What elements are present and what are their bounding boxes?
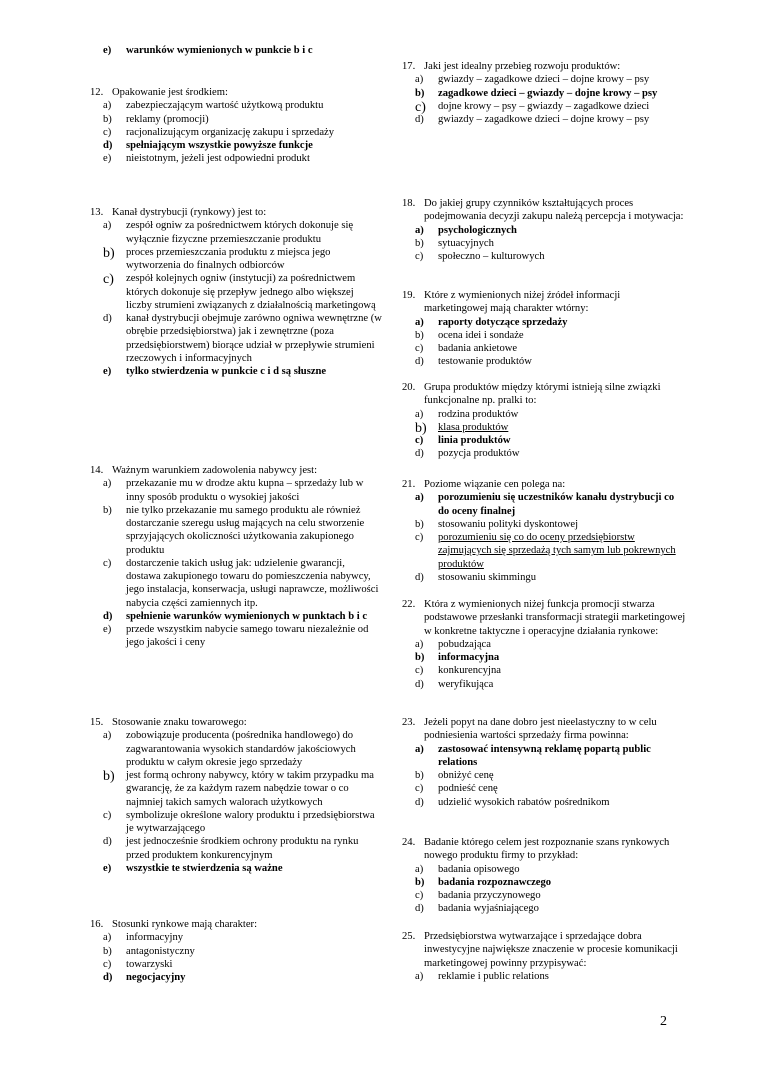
answer-options <box>402 224 686 264</box>
option-letter: b) <box>415 652 425 663</box>
answer-options <box>402 408 686 461</box>
option-letter: a) <box>103 220 112 232</box>
option-text: stosowaniu polityki dyskontowej <box>438 518 579 530</box>
option-text: tylko stwierdzenia w punkcie c i d są słuszne <box>126 366 327 377</box>
option-letter: e) <box>103 624 112 635</box>
option-letter: d) <box>415 903 424 915</box>
question-block <box>90 716 382 875</box>
option-text: zastosować intensywną reklamę popartą public relations <box>438 743 651 768</box>
question-block <box>90 464 382 650</box>
option-text: negocjacyjny <box>126 972 186 983</box>
question-text: Jeżeli popyt na dane dobro jest nieelastyczny to w celu podniesienia wartości sprzedaży firma powinna: <box>424 717 657 742</box>
answer-option <box>90 557 382 610</box>
answer-option <box>90 246 382 273</box>
answer-option <box>402 769 686 782</box>
answer-option <box>402 447 686 460</box>
question-text: Ważnym warunkiem zadowolenia nabywcy jest: <box>112 465 318 476</box>
option-letter: d) <box>103 313 112 324</box>
question-block <box>402 381 686 461</box>
question-number: 19. <box>402 290 416 301</box>
answer-option <box>402 782 686 795</box>
option-letter: d) <box>415 796 424 808</box>
option-letter: b) <box>103 245 115 261</box>
answer-option <box>402 571 686 584</box>
option-text: testowanie produktów <box>438 356 532 368</box>
option-text: zespół kolejnych ogniw (instytucji) za pośrednictwem których dokonuje się przepływ jednego albo większej liczby strumieni związanych z działalnością marketingową <box>126 273 376 311</box>
answer-option <box>402 531 686 571</box>
answer-option <box>402 876 686 889</box>
answer-option <box>90 971 382 984</box>
option-text: towarzyski <box>126 958 173 970</box>
answer-option <box>90 623 382 650</box>
answer-options <box>402 491 686 584</box>
question-number: 23. <box>402 717 416 728</box>
answer-option <box>90 113 382 126</box>
answer-option <box>402 408 686 421</box>
question-number: 25. <box>402 931 416 942</box>
answer-options <box>402 863 686 916</box>
answer-option <box>402 664 686 677</box>
answer-option <box>402 100 686 113</box>
option-text: reklamy (promocji) <box>126 113 209 125</box>
question-number: 21. <box>402 479 416 490</box>
answer-options <box>90 99 382 165</box>
option-letter: b) <box>103 504 112 516</box>
option-letter: e) <box>103 862 112 874</box>
option-text: klasa produktów <box>438 421 509 433</box>
option-text: badania rozpoznawczego <box>438 876 552 888</box>
question-block <box>402 598 686 691</box>
question-text: Stosunki rynkowe mają charakter: <box>112 919 258 930</box>
answer-option <box>402 638 686 651</box>
option-text: dojne krowy – psy – gwiazdy – zagadkowe dzieci <box>438 100 650 112</box>
question-block <box>90 918 382 984</box>
option-letter: d) <box>103 610 113 622</box>
question-block <box>402 836 686 916</box>
option-text: warunków wymienionych w punkcie b i c <box>126 45 313 56</box>
option-text: pobudzająca <box>438 638 491 650</box>
question-number: 15. <box>90 717 104 728</box>
answer-option <box>90 152 382 165</box>
option-letter: c) <box>415 435 424 446</box>
option-text: gwiazdy – zagadkowe dzieci – dojne krowy – psy <box>438 114 650 125</box>
option-letter: e) <box>103 45 112 56</box>
answer-option <box>402 421 686 434</box>
option-letter: c) <box>103 809 112 821</box>
question-number: 12. <box>90 87 104 98</box>
option-letter: d) <box>415 114 424 125</box>
answer-option <box>90 219 382 246</box>
question-text: Do jakiej grupy czynników kształtujących proces podejmowania decyzji zakupu należą percepcja i motywacja: <box>424 198 684 223</box>
question-text: Która z wymienionych niżej funkcja promocji stwarza podstawowe przesłanki transformacji strategii marketingowej w konkretne taktyczne i operacyjne działania rynkowe: <box>424 599 686 637</box>
option-text: badania przyczynowego <box>438 890 541 901</box>
question-number: 17. <box>402 61 416 72</box>
question-number: 20. <box>402 382 416 393</box>
question-text: Badanie którego celem jest rozpoznanie szans rynkowych nowego produktu firmy to przykład: <box>424 837 670 862</box>
option-letter: c) <box>103 272 114 288</box>
option-letter: c) <box>415 251 424 262</box>
option-letter: b) <box>103 113 112 125</box>
option-letter: a) <box>415 74 424 86</box>
answer-option <box>402 342 686 355</box>
answer-option <box>402 889 686 902</box>
option-letter: c) <box>415 343 424 354</box>
option-text: informacyjna <box>438 652 500 663</box>
answer-options <box>90 931 382 984</box>
answer-option <box>90 610 382 623</box>
answer-option <box>402 224 686 237</box>
option-letter: b) <box>103 945 112 957</box>
answer-option <box>90 931 382 944</box>
question-text: Grupa produktów między którymi istnieją silne związki funkcjonalne np. pralki to: <box>424 382 661 407</box>
answer-options <box>402 970 686 983</box>
option-letter: e) <box>103 366 112 377</box>
question-number: 22. <box>402 599 416 610</box>
answer-option <box>90 365 382 378</box>
option-text: badania wyjaśniającego <box>438 903 539 915</box>
option-text: psychologicznych <box>438 224 517 236</box>
answer-option <box>90 139 382 152</box>
option-letter: c) <box>415 783 424 795</box>
option-text: sytuacyjnych <box>438 237 494 249</box>
answer-option <box>402 237 686 250</box>
option-text: racjonalizującym organizację zakupu i sprzedaży <box>126 126 335 138</box>
answer-option <box>90 835 382 862</box>
answer-option <box>402 970 686 983</box>
option-letter: a) <box>415 638 424 650</box>
answer-option <box>402 902 686 915</box>
question-text: Przedsiębiorstwa wytwarzające i sprzedające dobra inwestycyjne największe znaczenie w procesie komunikacji marketingowej powinny przypisywać: <box>424 931 678 969</box>
answer-option <box>90 862 382 875</box>
option-text: weryfikująca <box>438 678 494 690</box>
option-letter: a) <box>415 316 424 328</box>
answer-option <box>90 769 382 809</box>
option-letter: d) <box>415 678 424 690</box>
option-text: konkurencyjna <box>438 665 501 677</box>
question-block <box>402 60 686 126</box>
question-block <box>90 44 382 57</box>
answer-option <box>402 316 686 329</box>
option-text: nieistotnym, jeżeli jest odpowiedni produkt <box>126 153 310 165</box>
option-text: kanał dystrybucji obejmuje zarówno ogniwa wewnętrzne (w obrębie przedsiębiorstwa) jak i zewnętrzne (poza przedsiębiorstwem) biorące udział w przepływie strumieni rzeczowych i informacyjnych <box>126 313 382 364</box>
answer-option <box>90 99 382 112</box>
question-number: 16. <box>90 919 104 930</box>
option-letter: d) <box>103 836 112 848</box>
option-letter: a) <box>103 478 112 490</box>
option-text: podnieść cenę <box>438 783 498 795</box>
option-text: pozycja produktów <box>438 448 520 460</box>
option-letter: d) <box>415 448 424 460</box>
option-text: jest jednocześnie środkiem ochrony produktu na rynku przed produktem konkurencyjnym <box>126 836 359 861</box>
option-letter: a) <box>103 100 112 112</box>
option-text: zabezpieczającym wartość użytkową produktu <box>126 100 324 112</box>
answer-options <box>402 73 686 126</box>
option-letter: a) <box>103 932 112 944</box>
question-number: 14. <box>90 465 104 476</box>
option-letter: b) <box>415 87 425 99</box>
answer-option <box>402 355 686 368</box>
option-letter: d) <box>103 140 113 151</box>
option-letter: c) <box>415 665 424 677</box>
answer-option <box>90 126 382 139</box>
question-text: Które z wymienionych niżej źródeł informacji marketingowej mają charakter wtórny: <box>424 290 621 315</box>
option-letter: d) <box>103 972 113 983</box>
option-letter: a) <box>415 743 424 755</box>
answer-option <box>402 113 686 126</box>
option-letter: c) <box>415 890 424 901</box>
answer-options <box>90 477 382 649</box>
option-text: badania opisowego <box>438 863 520 875</box>
option-text: zespół ogniw za pośrednictwem których dokonuje się wyłącznie fizyczne przemieszczanie produktu <box>126 220 354 245</box>
answer-option <box>90 945 382 958</box>
answer-option <box>402 329 686 342</box>
option-letter: c) <box>415 99 426 115</box>
option-letter: b) <box>415 518 424 530</box>
answer-option <box>402 518 686 531</box>
option-letter: c) <box>103 557 112 569</box>
answer-option <box>402 743 686 770</box>
option-text: przekazanie mu w drodze aktu kupna – sprzedaży lub w inny sposób produktu o wysokiej jakości <box>126 478 364 503</box>
option-letter: b) <box>415 770 424 781</box>
question-block <box>90 206 382 378</box>
answer-option <box>90 312 382 365</box>
answer-options <box>90 729 382 875</box>
answer-option <box>90 44 382 57</box>
option-text: porozumieniu się co do oceny przedsiębiorstw zajmujących się sprzedażą tych samym lub pokrewnych produktów <box>438 532 676 570</box>
answer-option <box>402 73 686 86</box>
option-text: wszystkie te stwierdzenia są ważne <box>126 862 283 874</box>
option-letter: c) <box>103 126 112 138</box>
option-text: raporty dotyczące sprzedaży <box>438 316 568 328</box>
option-text: reklamie i public relations <box>438 970 549 982</box>
option-letter: a) <box>103 730 112 742</box>
option-text: symbolizuje określone walory produktu i przedsiębiorstwa je wytwarzającego <box>126 809 375 834</box>
option-letter: c) <box>415 532 424 543</box>
option-text: zobowiązuje producenta (pośrednika handlowego) do zagwarantowania wysokich standardów jakościowych produktu w całym okresie jego sprzedaży <box>126 730 356 768</box>
option-text: ocena idei i sondaże <box>438 329 524 341</box>
question-text: Opakowanie jest środkiem: <box>112 87 228 98</box>
question-text: Jaki jest idealny przebieg rozwoju produktów: <box>424 61 621 72</box>
option-letter: b) <box>415 876 425 888</box>
answer-options <box>402 743 686 809</box>
option-letter: a) <box>415 863 424 875</box>
option-letter: a) <box>415 492 424 504</box>
option-text: społeczno – kulturowych <box>438 251 545 262</box>
answer-options <box>402 638 686 691</box>
option-text: obniżyć cenę <box>438 770 494 781</box>
option-letter: a) <box>415 224 424 236</box>
option-letter: a) <box>415 970 424 982</box>
answer-option <box>402 491 686 518</box>
option-letter: b) <box>415 420 427 436</box>
answer-option <box>402 863 686 876</box>
question-block <box>402 716 686 809</box>
question-block <box>90 86 382 166</box>
option-text: linia produktów <box>438 435 511 446</box>
question-block <box>402 930 686 983</box>
option-letter: b) <box>415 329 424 341</box>
answer-option <box>90 272 382 312</box>
option-letter: b) <box>415 237 424 249</box>
question-number: 24. <box>402 837 416 848</box>
option-text: nie tylko przekazanie mu samego produktu ale również dostarczanie szeregu usług mających na celu stworzenie sprzyjających okoliczności użytkowania zakupionego produktu <box>126 504 365 556</box>
question-text: Stosowanie znaku towarowego: <box>112 717 247 728</box>
answer-option <box>402 250 686 263</box>
question-block <box>402 197 686 263</box>
option-text: antagonistyczny <box>126 945 195 957</box>
option-text: udzielić wysokich rabatów pośrednikom <box>438 796 610 808</box>
option-text: informacyjny <box>126 932 184 944</box>
answer-option <box>90 477 382 504</box>
option-letter: d) <box>415 356 424 368</box>
question-block <box>402 478 686 584</box>
option-text: gwiazdy – zagadkowe dzieci – dojne krowy – psy <box>438 74 650 86</box>
answer-option <box>90 809 382 836</box>
option-text: porozumieniu się uczestników kanału dystrybucji co do oceny finalnej <box>438 492 675 517</box>
answer-options <box>90 219 382 378</box>
option-text: dostarczenie takich usług jak: udzielenie gwarancji, dostawa zakupionego towaru do pomieszczenia nabywcy, jego instalacja, konserwacja, usługi naprawcze, możliwości nabycia części zamiennych itp. <box>126 557 379 609</box>
answer-option <box>402 87 686 100</box>
option-text: rodzina produktów <box>438 408 519 420</box>
question-text: Kanał dystrybucji (rynkowy) jest to: <box>112 207 267 218</box>
question-block <box>402 289 686 369</box>
option-text: proces przemieszczania produktu z miejsca jego wytworzenia do finalnych odbiorców <box>126 246 331 271</box>
answer-options <box>402 316 686 369</box>
question-number: 13. <box>90 207 104 218</box>
option-letter: a) <box>415 408 424 420</box>
question-number: 18. <box>402 198 416 209</box>
page-number: 2 <box>660 1014 667 1029</box>
option-text: zagadkowe dzieci – gwiazdy – dojne krowy – psy <box>438 87 658 99</box>
option-text: badania ankietowe <box>438 343 518 354</box>
option-text: przede wszystkim nabycie samego towaru niezależnie od jego jakości i ceny <box>126 624 369 649</box>
answer-option <box>402 678 686 691</box>
answer-option <box>402 434 686 447</box>
option-letter: e) <box>103 153 112 165</box>
option-text: stosowaniu skimmingu <box>438 571 536 583</box>
answer-option <box>402 796 686 809</box>
option-text: jest formą ochrony nabywcy, który w takim przypadku ma gwarancję, że za każdym razem nabędzie towar o co najmniej takich samych walorach użytkowych <box>126 770 374 808</box>
option-text: spełnienie warunków wymienionych w punktach b i c <box>126 610 368 622</box>
option-letter: b) <box>103 769 115 784</box>
answer-option <box>90 504 382 557</box>
answer-option <box>90 958 382 971</box>
option-letter: c) <box>103 958 112 970</box>
question-text: Poziome wiązanie cen polega na: <box>424 479 566 490</box>
answer-option <box>90 729 382 769</box>
answer-options <box>90 44 382 57</box>
option-letter: d) <box>415 571 424 583</box>
answer-option <box>402 651 686 664</box>
option-text: spełniającym wszystkie powyższe funkcje <box>126 140 313 151</box>
